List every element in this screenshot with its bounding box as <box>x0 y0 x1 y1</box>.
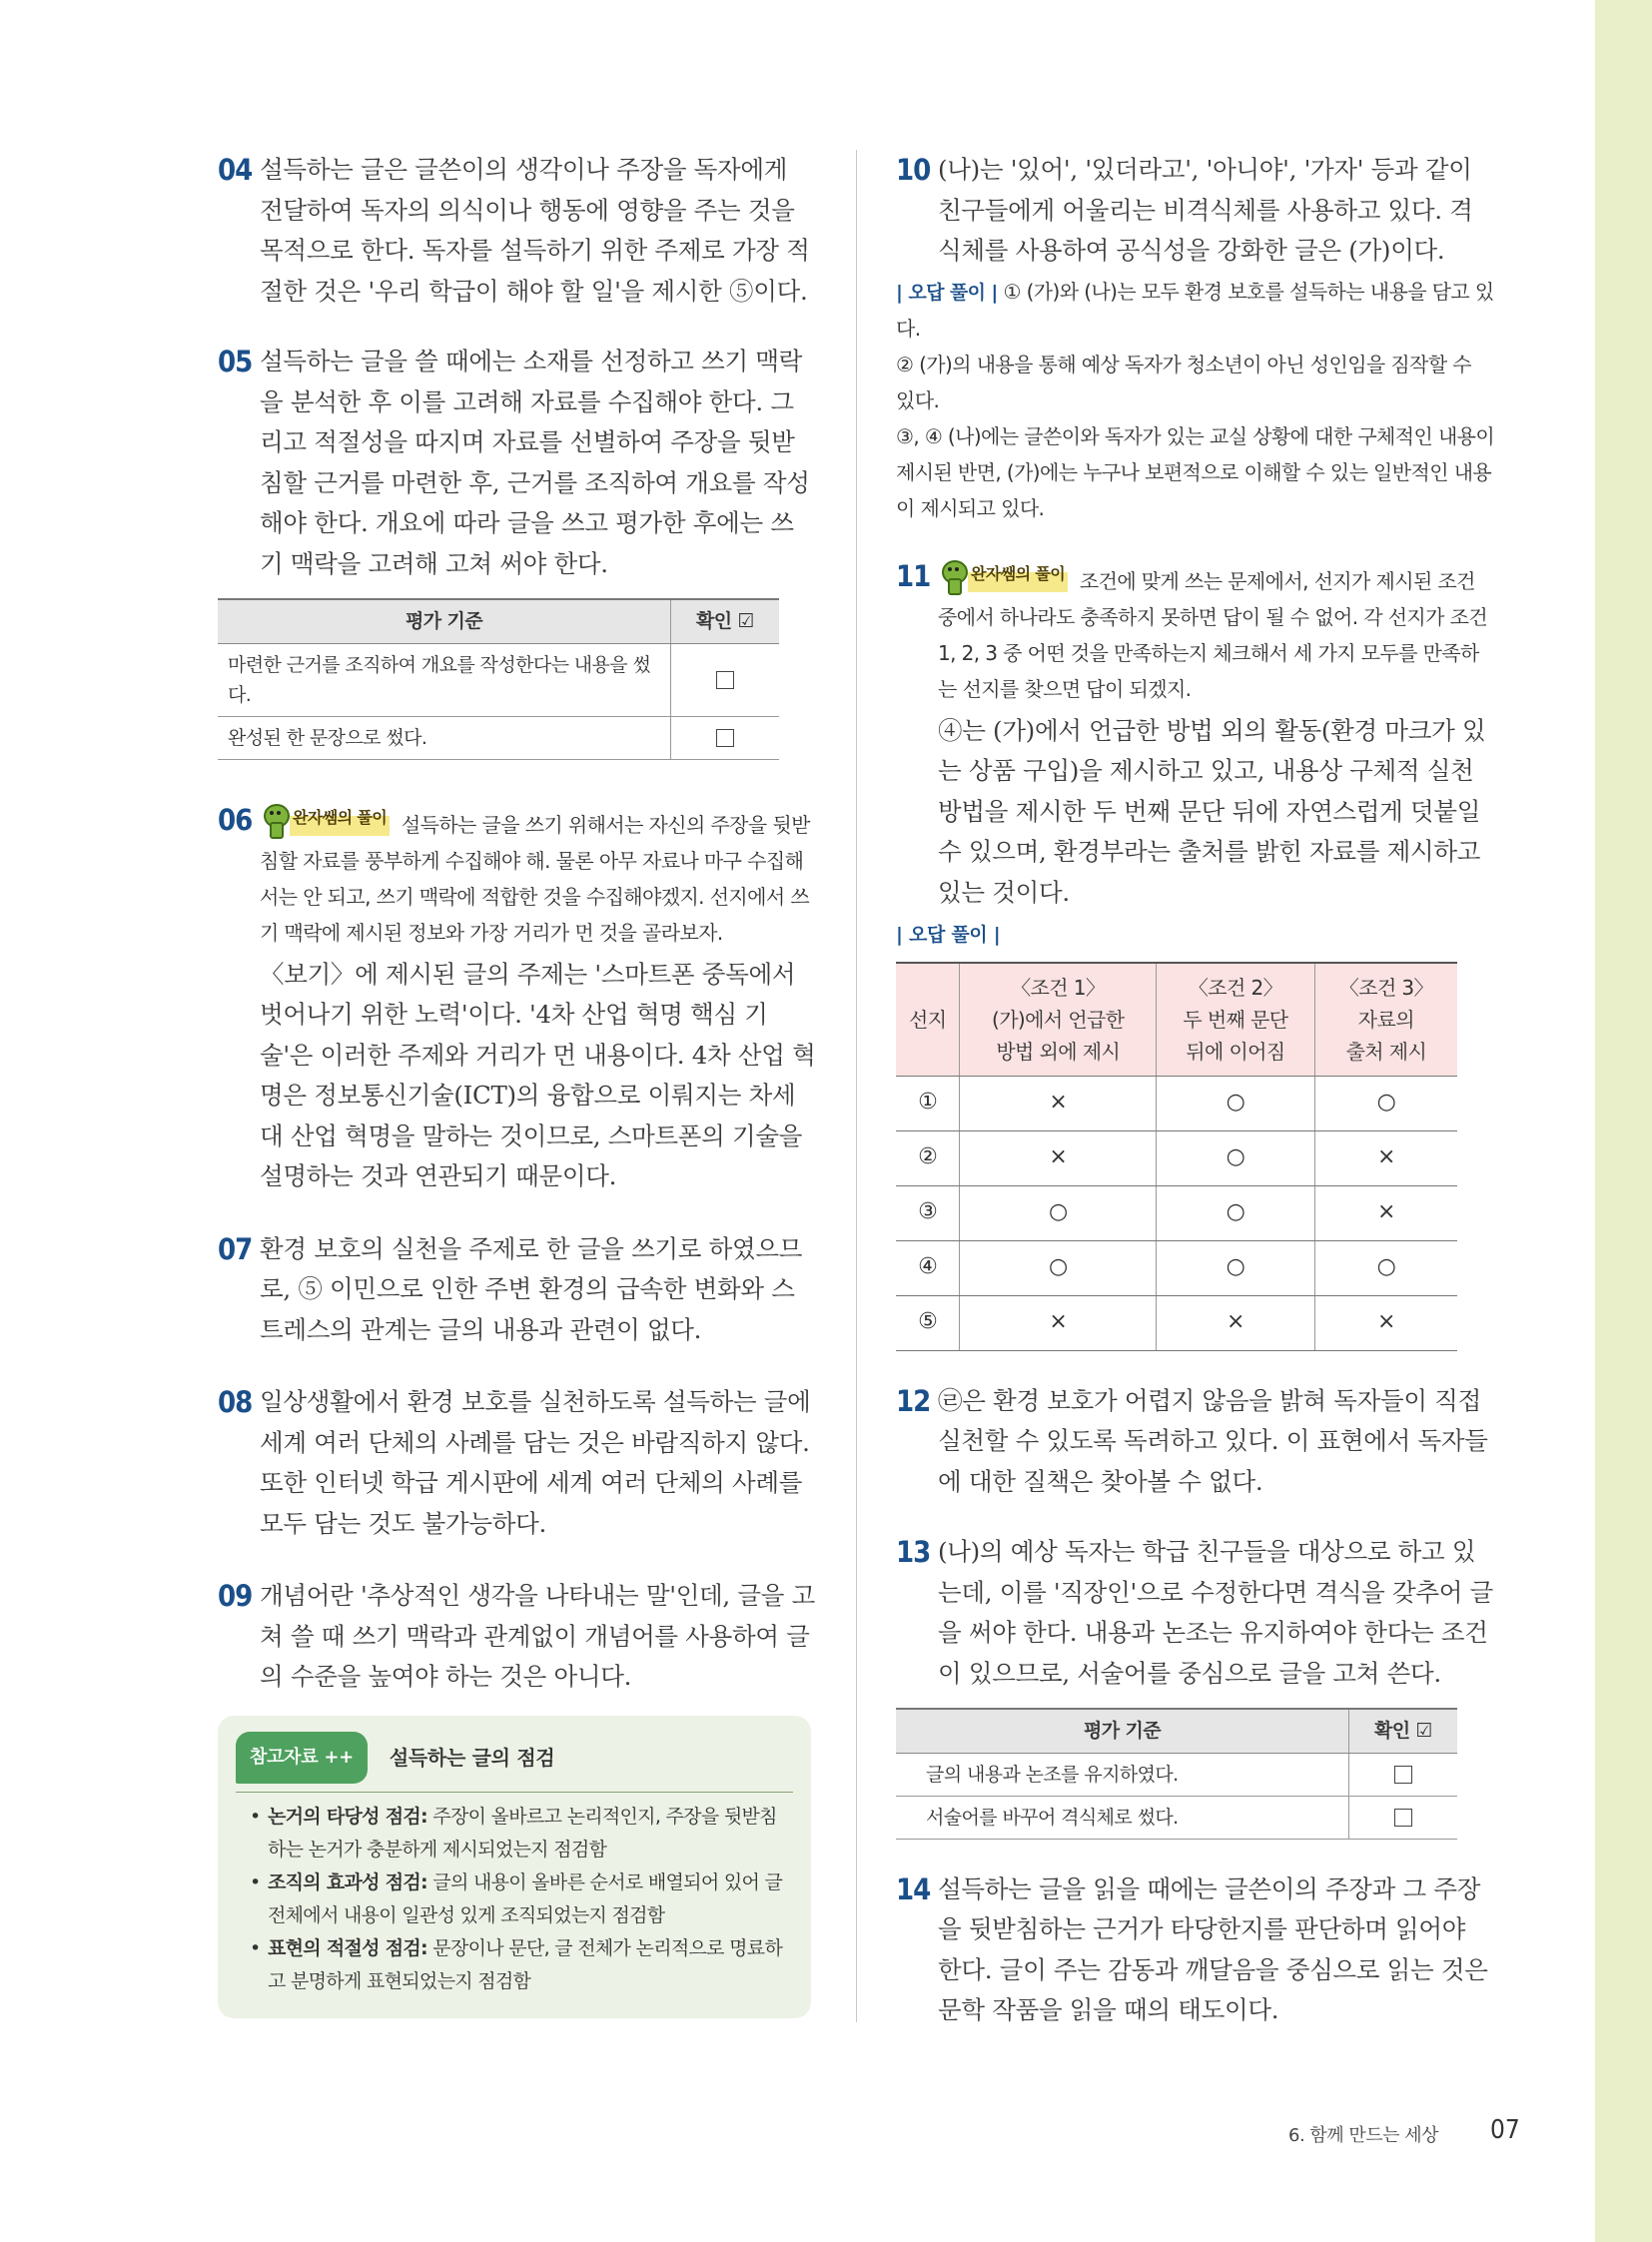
reference-item <box>250 1867 793 1932</box>
table-cell: ○ <box>1157 1130 1315 1185</box>
wrong-answer-tag: | 오답 풀이 | <box>896 281 998 304</box>
answer-text: ㉣은 환경 보호가 어렵지 않음을 밝혀 독자들이 직접 실천할 수 있도록 독려하고 있다. 이 표현에서 독자들에 대한 질책은 찾아볼 수 없다. <box>938 1385 1488 1496</box>
checkbox[interactable] <box>1394 1809 1412 1827</box>
wrong-note-text: ① (가)와 (나)는 모두 환경 보호를 설득하는 내용을 담고 있다. <box>896 279 1494 341</box>
answer-text: (나)는 '있어', '있더라고', '아니야', '가자' 등과 같이 친구들에게 어울리는 비격식체를 사용하고 있다. 격식체를 사용하여 공식성을 강화한 글은 (가)이다. <box>938 155 1473 265</box>
reference-header <box>236 1732 793 1794</box>
table-cell: ○ <box>1157 1076 1315 1130</box>
answer-text: 〈보기〉에 제시된 글의 주제는 '스마트폰 중독에서 벗어나기 위한 노력'이다. '4차 산업 혁명 핵심 기술'은 이러한 주제와 거리가 먼 내용이다. 4차 산업 혁명은 정보통신기술(ICT)의 융합으로 이뤄지는 차세대 산업 혁명을 말하는 것이므로, 스마트폰의 기술을 설명하는 것과 연관되기 때문이다. <box>260 959 816 1190</box>
mascot-icon <box>260 804 290 836</box>
chapter-label: 6. 함께 만드는 세상 <box>1288 2125 1439 2146</box>
table-row <box>896 1076 1457 1130</box>
reference-desc: 주장이 올바르고 논리적인지, 주장을 뒷받침하는 논거가 충분하게 제시되었는지 점검함 <box>268 1806 777 1861</box>
question-number: 04 <box>218 153 253 187</box>
criteria-cell: 서술어를 바꾸어 격식체로 썼다. <box>896 1796 1349 1839</box>
table-cell: ④ <box>896 1240 960 1295</box>
answer-text: 일상생활에서 환경 보호를 실천하도록 설득하는 글에 세계 여러 단체의 사례를 담는 것은 바람직하지 않다. 또한 인터넷 학급 게시판에 세계 여러 단체의 사례를 모두 담는 것도 불가능하다. <box>260 1387 811 1538</box>
wrong-note <box>896 274 1495 347</box>
table-cell: ○ <box>1314 1076 1457 1130</box>
checkbox[interactable] <box>716 729 734 747</box>
table-cell: × <box>1314 1185 1457 1240</box>
table-header: 〈조건 2〉 두 번째 문단 뒤에 이어짐 <box>1157 963 1315 1077</box>
wrong-note: ③, ④ (나)에는 글쓴이와 독자가 있는 교실 상황에 대한 구체적인 내용이 제시된 반면, (가)에는 누구나 보편적으로 이해할 수 있는 일반적인 내용이 제시되고 있다. <box>896 423 1495 520</box>
teacher-badge <box>938 556 1068 592</box>
question-number: 10 <box>896 153 931 187</box>
answer-12 <box>896 1381 1495 1503</box>
checkbox[interactable] <box>716 671 734 689</box>
condition-table <box>896 962 1457 1351</box>
reference-desc: 글의 내용이 올바른 순서로 배열되어 있어 글 전체에서 내용이 일관성 있게 조직되었는지 점검함 <box>268 1871 783 1926</box>
table-row <box>896 1185 1457 1240</box>
answer-05 <box>218 342 817 760</box>
reference-term: 조직의 효과성 점검: <box>268 1871 427 1893</box>
answer-04 <box>218 150 817 312</box>
table-cell: × <box>1157 1295 1315 1350</box>
answer-06 <box>218 800 817 1197</box>
table-row <box>896 1240 1457 1295</box>
answer-14 <box>896 1869 1495 2031</box>
check-header: 확인 ☑ <box>671 599 780 643</box>
teacher-note <box>260 800 817 951</box>
column-divider <box>856 150 857 2022</box>
answer-09 <box>218 1576 817 2018</box>
table-cell: ○ <box>960 1240 1157 1295</box>
answer-text: (나)의 예상 독자는 학급 친구들을 대상으로 하고 있는데, 이를 '직장인'으로 수정한다면 격식을 갖추어 글을 써야 한다. 내용과 논조는 유지하여야 한다는 조건이 있으므로, 서술어를 중심으로 글을 고쳐 쓴다. <box>938 1537 1493 1688</box>
reference-desc: 문장이나 문단, 글 전체가 논리적으로 명료하고 분명하게 표현되었는지 점검함 <box>268 1937 783 1992</box>
table-cell: ① <box>896 1076 960 1130</box>
answer-text: 설득하는 글을 쓸 때에는 소재를 선정하고 쓰기 맥락을 분석한 후 이를 고려해 자료를 수집해야 한다. 그리고 적절성을 따지며 자료를 선별하여 주장을 뒷받침할 근거를 마련한 후, 근거를 조직하여 개요를 작성해야 한다. 개요에 따라 글을 쓰고 평가한 후에는 쓰기 맥락을 고려해 고쳐 써야 한다. <box>260 347 810 578</box>
table-header: 〈조건 3〉 자료의 출처 제시 <box>1314 963 1457 1077</box>
table-header: 〈조건 1〉 (가)에서 언급한 방법 외에 제시 <box>960 963 1157 1077</box>
right-column <box>896 150 1495 2031</box>
reference-box <box>218 1716 811 2019</box>
evaluation-table <box>218 598 779 760</box>
side-color-bar <box>1595 0 1652 2242</box>
table-cell: × <box>960 1130 1157 1185</box>
wrong-answer-notes <box>896 274 1495 526</box>
checkbox-cell <box>1349 1753 1458 1796</box>
question-number: 12 <box>896 1383 931 1418</box>
question-number: 14 <box>896 1871 931 1906</box>
check-header: 확인 ☑ <box>1349 1709 1458 1753</box>
answer-text: 환경 보호의 실천을 주제로 한 글을 쓰기로 하였으므로, ⑤ 이민으로 인한 주변 환경의 급속한 변화와 스트레스의 관계는 글의 내용과 관련이 없다. <box>260 1233 803 1344</box>
table-row <box>896 1130 1457 1185</box>
question-number: 05 <box>218 345 253 378</box>
question-number: 09 <box>218 1579 253 1613</box>
table-cell: ③ <box>896 1185 960 1240</box>
table-cell: ⑤ <box>896 1295 960 1350</box>
reference-term: 논거의 타당성 점검: <box>268 1806 427 1828</box>
checkbox-cell <box>1349 1796 1458 1839</box>
answer-text: 설득하는 글은 글쓴이의 생각이나 주장을 독자에게 전달하여 독자의 의식이나 행동에 영향을 주는 것을 목적으로 한다. 독자를 설득하기 위한 주제로 가장 적절한 것은 '우리 학급이 해야 할 일'을 제시한 ⑤이다. <box>260 155 810 306</box>
checkbox[interactable] <box>1394 1766 1412 1784</box>
table-cell: ○ <box>960 1185 1157 1240</box>
answer-08 <box>218 1382 817 1544</box>
teacher-text: 설득하는 글을 쓰기 위해서는 자신의 주장을 뒷받침할 자료를 풍부하게 수집해야 해. 물론 아무 자료나 마구 수집해서는 안 되고, 쓰기 맥락에 적합한 것을 수집해야겠지. 선지에서 쓰기 맥락에 제시된 정보와 가장 거리가 먼 것을 골라보자. <box>260 812 810 945</box>
table-cell: ② <box>896 1130 960 1185</box>
reference-item <box>250 1801 793 1867</box>
checkbox-cell <box>671 716 780 759</box>
reference-item <box>250 1932 793 1998</box>
reference-title: 설득하는 글의 점검 <box>389 1745 555 1770</box>
criteria-cell: 완성된 한 문장으로 썼다. <box>218 716 671 759</box>
question-number: 13 <box>896 1535 931 1569</box>
wrong-answer-tag: | 오답 풀이 | <box>896 924 1001 946</box>
table-cell: × <box>960 1076 1157 1130</box>
answer-text: 설득하는 글을 읽을 때에는 글쓴이의 주장과 그 주장을 뒷받침하는 근거가 타당한지를 판단하며 읽어야 한다. 글이 주는 감동과 깨달음을 중심으로 읽는 것은 문학 작품을 읽을 때의 태도이다. <box>938 1873 1488 2024</box>
reference-badge: 참고자료 ++ <box>236 1732 368 1785</box>
table-cell: ○ <box>1157 1240 1315 1295</box>
evaluation-table <box>896 1708 1457 1840</box>
question-number: 11 <box>896 558 931 593</box>
teacher-badge <box>260 800 390 836</box>
criteria-cell: 마련한 근거를 조직하여 개요를 작성한다는 내용을 썼다. <box>218 643 671 716</box>
wrong-note: ② (가)의 내용을 통해 예상 독자가 청소년이 아닌 성인임을 짐작할 수 있다. <box>896 352 1472 412</box>
teacher-note <box>938 556 1495 707</box>
question-number: 07 <box>218 1231 253 1266</box>
answer-10 <box>896 150 1495 526</box>
criteria-header: 평가 기준 <box>896 1709 1349 1753</box>
teacher-text: 조건에 맞게 쓰는 문제에서, 선지가 제시된 조건 중에서 하나라도 충족하지 못하면 답이 될 수 없어. 각 선지가 조건 1, 2, 3 중 어떤 것을 만족하는지 체크해서 세 가지 모두를 만족하는 선지를 찾으면 답이 되겠지. <box>938 568 1488 701</box>
criteria-cell: 글의 내용과 논조를 유지하였다. <box>896 1753 1349 1796</box>
answer-07 <box>218 1229 817 1351</box>
question-number: 06 <box>218 802 253 837</box>
teacher-label: 완자쌤의 풀이 <box>968 556 1068 592</box>
reference-term: 표현의 적절성 점검: <box>268 1937 427 1959</box>
criteria-header: 평가 기준 <box>218 599 671 643</box>
table-cell: × <box>960 1295 1157 1350</box>
question-number: 08 <box>218 1385 253 1419</box>
table-cell: ○ <box>1157 1185 1315 1240</box>
table-cell: ○ <box>1314 1240 1457 1295</box>
checkbox-cell <box>671 643 780 716</box>
table-cell: × <box>1314 1295 1457 1350</box>
answer-text: 개념어란 '추상적인 생각을 나타내는 말'인데, 글을 고쳐 쓸 때 쓰기 맥락과 관계없이 개념어를 사용하여 글의 수준을 높여야 하는 것은 아니다. <box>260 1581 815 1691</box>
mascot-icon <box>938 560 968 592</box>
page-number: 07 <box>1490 2115 1520 2145</box>
table-row <box>896 1295 1457 1350</box>
reference-list <box>236 1801 793 1998</box>
teacher-label: 완자쌤의 풀이 <box>290 800 390 836</box>
table-header: 선지 <box>896 963 960 1077</box>
answer-text: ④는 (가)에서 언급한 방법 외의 활동(환경 마크가 있는 상품 구입)을 제시하고 있고, 내용상 구체적 실천 방법을 제시한 두 번째 문단 뒤에 자연스럽게 덧붙일 수 있으며, 환경부라는 출처를 밝힌 자료를 제시하고 있는 것이다. <box>938 715 1486 907</box>
table-cell: × <box>1314 1130 1457 1185</box>
left-column <box>218 150 817 2018</box>
answer-11 <box>896 556 1495 1351</box>
answer-13 <box>896 1532 1495 1840</box>
